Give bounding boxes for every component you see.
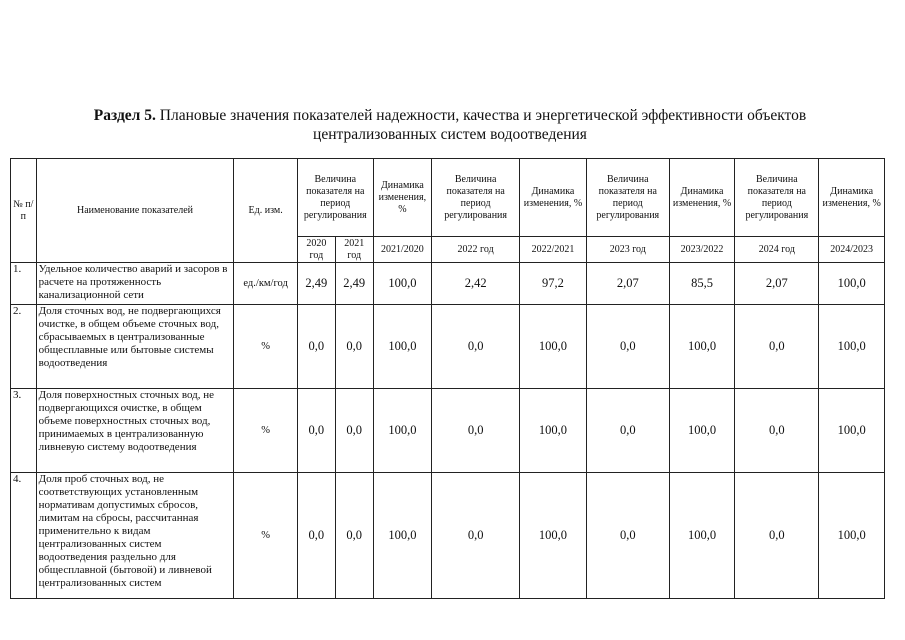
indicator-unit: % xyxy=(234,473,298,599)
header-num: № п/п xyxy=(11,159,37,263)
indicator-name: Удельное количество аварий и засоров в расчете на протяженность канализационной сети xyxy=(36,263,234,305)
value-2022: 0,0 xyxy=(432,305,520,389)
title-line-2: централизованных систем водоотведения xyxy=(313,126,587,143)
header-unit: Ед. изм. xyxy=(234,159,298,263)
value-2022: 0,0 xyxy=(432,473,520,599)
dynamics-2022-2021: 100,0 xyxy=(520,305,587,389)
title-text: Плановые значения показателей надежности, качества и энергетической эффективности объектов xyxy=(155,107,807,124)
dynamics-2022-2021: 100,0 xyxy=(520,389,587,473)
header-value-period: Величина показателя на период регулирования xyxy=(735,159,819,237)
dynamics-2024-2023: 100,0 xyxy=(819,305,885,389)
value-2024: 0,0 xyxy=(735,389,819,473)
indicator-unit: % xyxy=(234,305,298,389)
page-title xyxy=(40,106,860,144)
header-dynamics: Динамика изменения, % xyxy=(819,159,885,237)
header-year-2024: 2024 год xyxy=(735,237,819,263)
dynamics-2021-2020: 100,0 xyxy=(373,305,431,389)
row-number: 2. xyxy=(11,305,37,389)
value-2020: 0,0 xyxy=(297,389,335,473)
indicator-name: Доля поверхностных сточных вод, не подвергающихся очистке, в общем объеме поверхностных сточных вод, принимаемых в централизованную ливневую систему водоотведения xyxy=(36,389,234,473)
header-year-2021: 2021 год xyxy=(335,237,373,263)
value-2022: 0,0 xyxy=(432,389,520,473)
indicators-table xyxy=(10,158,885,599)
dynamics-2021-2020: 100,0 xyxy=(373,263,431,305)
table-row xyxy=(11,263,885,305)
value-2020: 2,49 xyxy=(297,263,335,305)
dynamics-2024-2023: 100,0 xyxy=(819,473,885,599)
value-2021: 2,49 xyxy=(335,263,373,305)
title-line-1 xyxy=(40,106,860,125)
header-year-2023: 2023 год xyxy=(586,237,669,263)
dynamics-2023-2022: 85,5 xyxy=(669,263,735,305)
value-2021: 0,0 xyxy=(335,389,373,473)
row-number: 3. xyxy=(11,389,37,473)
table-row xyxy=(11,305,885,389)
row-number: 1. xyxy=(11,263,37,305)
value-2020: 0,0 xyxy=(297,305,335,389)
header-ratio-2021-2020: 2021/2020 xyxy=(373,237,431,263)
header-year-2020: 2020 год xyxy=(297,237,335,263)
header-value-period: Величина показателя на период регулирования xyxy=(432,159,520,237)
header-row-main xyxy=(11,159,885,237)
indicator-name: Доля сточных вод, не подвергающихся очистке, в общем объеме сточных вод, сбрасываемых в централизованные общесплавные или бытовые системы водоотведения xyxy=(36,305,234,389)
dynamics-2021-2020: 100,0 xyxy=(373,473,431,599)
indicator-name: Доля проб сточных вод, не соответствующих установленным нормативам допустимых сбросов, лимитам на сбросы, рассчитанная применительно к видам централизованных систем водоотведения раздельно для общесплавной (бытовой) и ливневой централизованных систем xyxy=(36,473,234,599)
dynamics-2022-2021: 97,2 xyxy=(520,263,587,305)
table-header xyxy=(11,159,885,263)
row-number: 4. xyxy=(11,473,37,599)
header-dynamics: Динамика изменения, % xyxy=(373,159,431,237)
value-2024: 2,07 xyxy=(735,263,819,305)
dynamics-2021-2020: 100,0 xyxy=(373,389,431,473)
header-name: Наименование показателей xyxy=(36,159,234,263)
value-2021: 0,0 xyxy=(335,473,373,599)
value-2024: 0,0 xyxy=(735,305,819,389)
dynamics-2022-2021: 100,0 xyxy=(520,473,587,599)
dynamics-2023-2022: 100,0 xyxy=(669,473,735,599)
section-number: Раздел 5. xyxy=(93,107,156,124)
indicator-unit: ед./км/год xyxy=(234,263,298,305)
value-2023: 0,0 xyxy=(586,473,669,599)
value-2023: 2,07 xyxy=(586,263,669,305)
dynamics-2023-2022: 100,0 xyxy=(669,389,735,473)
value-2020: 0,0 xyxy=(297,473,335,599)
header-ratio-2022-2021: 2022/2021 xyxy=(520,237,587,263)
table-row xyxy=(11,389,885,473)
header-dynamics: Динамика изменения, % xyxy=(520,159,587,237)
header-ratio-2023-2022: 2023/2022 xyxy=(669,237,735,263)
dynamics-2023-2022: 100,0 xyxy=(669,305,735,389)
header-dynamics: Динамика изменения, % xyxy=(669,159,735,237)
value-2021: 0,0 xyxy=(335,305,373,389)
header-ratio-2024-2023: 2024/2023 xyxy=(819,237,885,263)
header-year-2022: 2022 год xyxy=(432,237,520,263)
table-row xyxy=(11,473,885,599)
table-body xyxy=(11,263,885,599)
indicator-unit: % xyxy=(234,389,298,473)
dynamics-2024-2023: 100,0 xyxy=(819,389,885,473)
header-value-period: Величина показателя на период регулирования xyxy=(586,159,669,237)
header-value-period: Величина показателя на период регулирования xyxy=(297,159,373,237)
value-2022: 2,42 xyxy=(432,263,520,305)
value-2023: 0,0 xyxy=(586,305,669,389)
value-2023: 0,0 xyxy=(586,389,669,473)
dynamics-2024-2023: 100,0 xyxy=(819,263,885,305)
value-2024: 0,0 xyxy=(735,473,819,599)
